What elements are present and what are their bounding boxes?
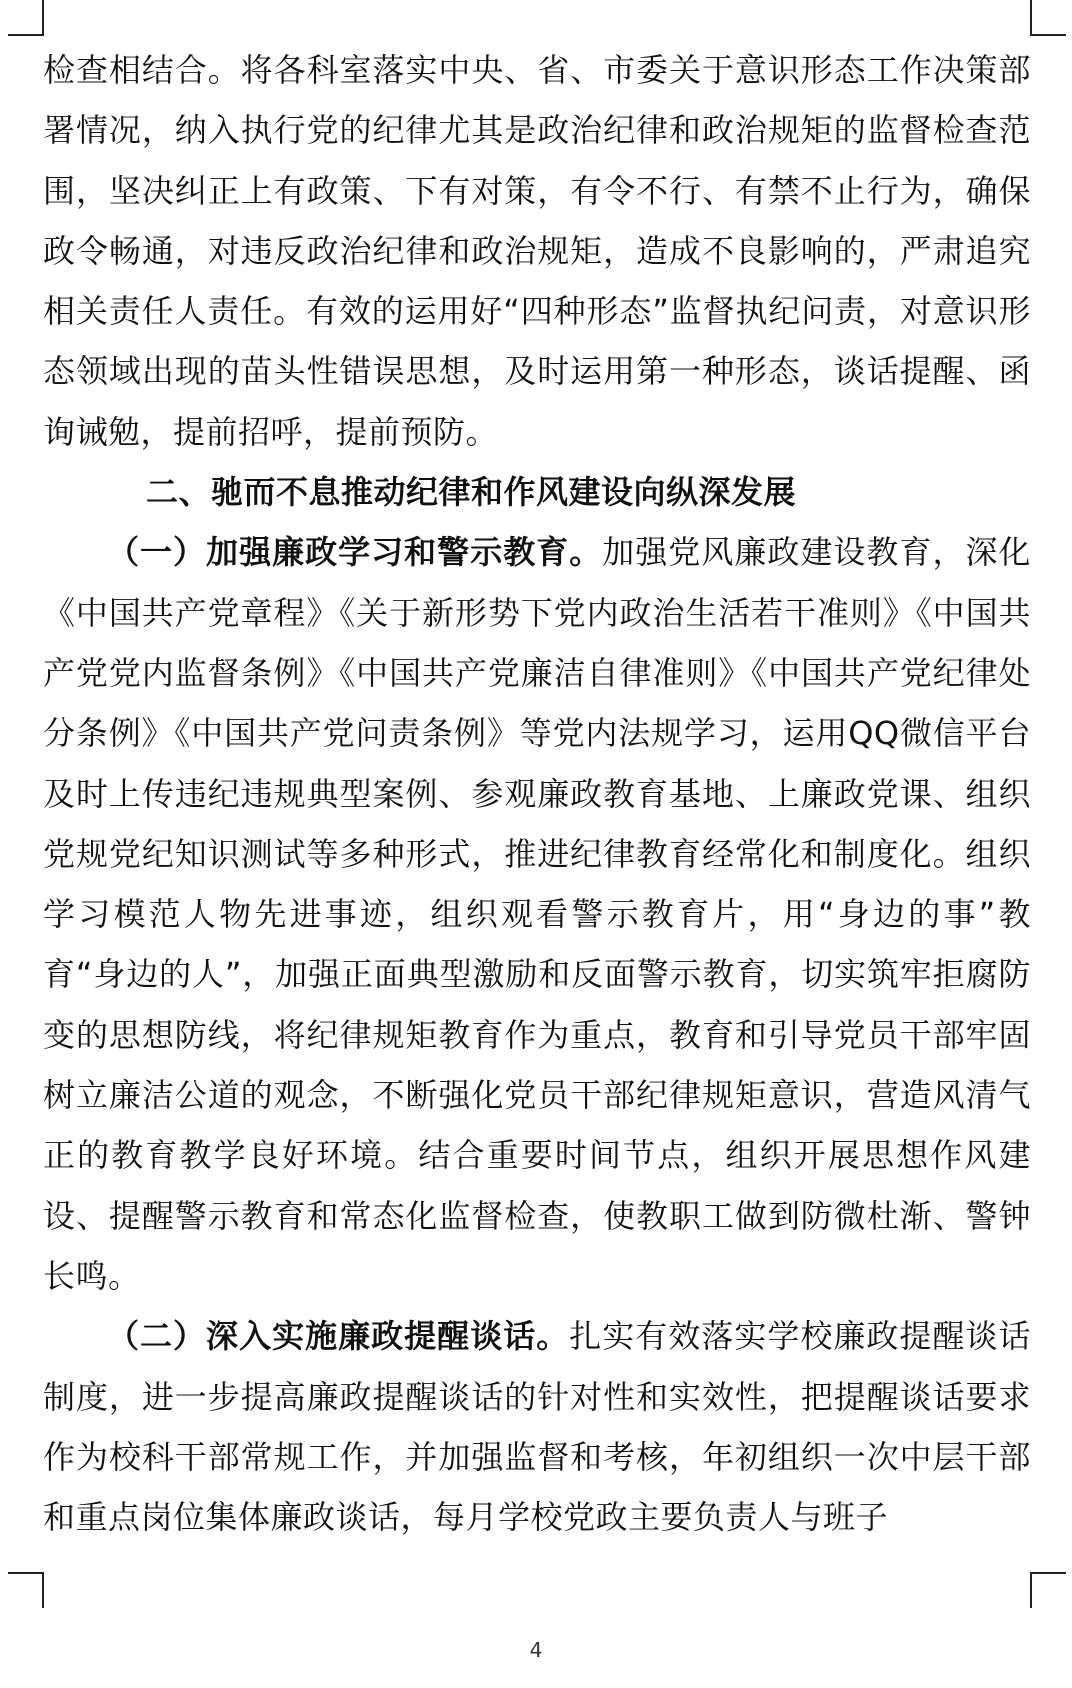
subsection-2-body: 扎实有效落实学校廉政提醒谈话制度，进一步提高廉政提醒谈话的针对性和实效性，把提醒谈话要求作为校科干部常规工作，并加强监督和考核，年初组织一次中层干部和重点岗位集体廉政谈话，每月学校党政主要负责人与班子: [43, 1317, 1031, 1537]
crop-mark-bottom-left: [8, 1572, 44, 1608]
crop-mark-top-right: [1030, 0, 1066, 36]
paragraph-continuation: 检查相结合。将各科室落实中央、省、市委关于意识形态工作决策部署情况，纳入执行党的纪律尤其是政治纪律和政治规矩的监督检查范围，坚决纠正上有政策、下有对策，有令不行、有禁不止行为，确保政令畅通，对违反政治纪律和政治规矩，造成不良影响的，严肃追究相关责任人责任。有效的运用好“四种形态”监督执纪问责，对意识形态领域出现的苗头性错误思想，及时运用第一种形态，谈话提醒、函询诫勉，提前招呼，提前预防。: [43, 51, 1031, 451]
page-number: 4: [529, 1638, 543, 1662]
crop-mark-top-left: [8, 0, 44, 36]
section-heading: 二、驰而不息推动纪律和作风建设向纵深发展: [146, 473, 797, 512]
paragraph-subsection-2: [43, 1306, 1031, 1547]
subsection-1-lead: （一）加强廉政学习和警示教育。: [107, 533, 603, 572]
subsection-1-body: 加强党风廉政建设教育，深化《中国共产党章程》《关于新形势下党内政治生活若干准则》《中国共产党党内监督条例》《中国共产党廉洁自律准则》《中国共产党纪律处分条例》《中国共产党问责条例》等党内法规学习，运用QQ微信平台及时上传违纪违规典型案例、参观廉政教育基地、上廉政党课、组织党规党纪知识测试等多种形式，推进纪律教育经常化和制度化。组织学习模范人物先进事迹，组织观看警示教育片，用“身边的事”教育“身边的人”，加强正面典型激励和反面警示教育，切实筑牢拒腐防变的思想防线，将纪律规矩教育作为重点，教育和引导党员干部牢固树立廉洁公道的观念，不断强化党员干部纪律规矩意识，营造风清气正的教育教学良好环境。结合重要时间节点，组织开展思想作风建设、提醒警示教育和常态化监督检查，使教职工做到防微杜渐、警钟长鸣。: [43, 533, 1031, 1295]
subsection-2-lead: （二）深入实施廉政提醒谈话。: [107, 1317, 570, 1356]
crop-mark-bottom-right: [1030, 1572, 1066, 1608]
paragraph-subsection-1: [43, 522, 1031, 1306]
document-body: [43, 40, 1031, 1547]
